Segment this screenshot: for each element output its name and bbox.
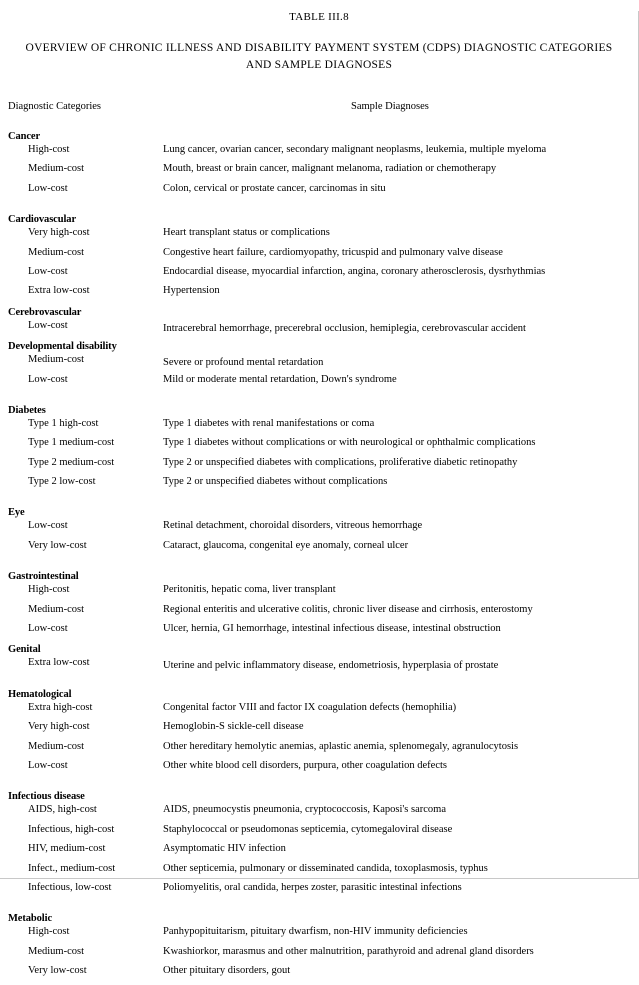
sample-diagnoses-cell: Congenital factor VIII and factor IX coagulation defects (hemophilia) (163, 701, 457, 713)
cost-tier-label: Low-cost (28, 759, 68, 771)
table-row (0, 843, 638, 862)
table-row (0, 520, 638, 539)
cost-tier-label: Extra low-cost (28, 285, 90, 297)
category-group (0, 129, 638, 202)
category-group (0, 789, 638, 901)
sample-diagnoses-cell: Heart transplant status or complications (163, 227, 330, 239)
category-heading: Metabolic (8, 913, 53, 925)
group-spacer (0, 393, 638, 403)
sample-diagnoses-cell: Ulcer, hernia, GI hemorrhage, intestinal infectious disease, intestinal obstruction (163, 623, 501, 635)
sample-diagnoses-cell: Mild or moderate mental retardation, Down's syndrome (163, 373, 397, 385)
group-spacer (0, 677, 638, 687)
cost-tier-label: High-cost (28, 144, 70, 155)
sample-diagnoses-cell: Other white blood cell disorders, purpura, other coagulation defects (163, 759, 447, 771)
cost-tier-label: Medium-cost (28, 246, 84, 258)
column-header-diagnostic-categories: Diagnostic Categories (8, 101, 102, 112)
table-row (0, 824, 638, 843)
sample-diagnoses-cell: Endocardial disease, myocardial infarction, angina, coronary atherosclerosis, dysrhythmias (163, 265, 546, 277)
sample-diagnoses-cell: Peritonitis, hepatic coma, liver transplant (163, 584, 336, 596)
cost-tier-label: Type 1 high-cost (28, 417, 99, 429)
table-row (0, 374, 638, 393)
document-page (0, 11, 639, 977)
category-heading: Infectious disease (8, 791, 85, 803)
sample-diagnoses-cell: Asymptomatic HIV infection (163, 843, 286, 855)
table-row (0, 657, 638, 676)
sample-diagnoses-cell: Type 2 or unspecified diabetes with complications, proliferative diabetic retinopathy (163, 456, 518, 468)
category-heading: Diabetes (8, 404, 46, 416)
sample-diagnoses-cell: AIDS, pneumocystis pneumonia, cryptococcosis, Kaposi's sarcoma (163, 804, 447, 816)
cost-tier-label: AIDS, high-cost (28, 804, 97, 816)
category-group (0, 642, 638, 676)
table-row (0, 418, 638, 437)
cost-tier-label: Low-cost (28, 520, 68, 532)
table-row (0, 266, 638, 285)
category-group (0, 569, 638, 642)
cost-tier-label: Medium-cost (28, 163, 84, 175)
table-row (0, 354, 638, 373)
group-spacer (0, 779, 638, 789)
table-row (0, 457, 638, 476)
category-heading: Cerebrovascular (8, 306, 82, 318)
cost-tier-label: Very low-cost (28, 965, 87, 977)
category-heading: Cancer (8, 131, 41, 142)
table-number: TABLE III.8 (289, 11, 349, 23)
group-spacer (0, 901, 638, 911)
sample-diagnoses-cell: Regional enteritis and ulcerative colitis, chronic liver disease and cirrhosis, enterostomy (163, 603, 533, 615)
table-row (0, 437, 638, 456)
sample-diagnoses-cell: Severe or profound mental retardation (163, 357, 324, 369)
cost-tier-label: Very high-cost (28, 227, 90, 239)
category-group (0, 911, 638, 984)
table-row (0, 760, 638, 779)
cost-tier-label: Low-cost (28, 373, 68, 385)
group-spacer (0, 559, 638, 569)
table-row (0, 285, 638, 304)
category-heading: Eye (8, 507, 25, 519)
sample-diagnoses-cell: Other septicemia, pulmonary or disseminated candida, toxoplasmosis, typhus (163, 862, 488, 874)
table-row (0, 247, 638, 266)
table-row (0, 163, 638, 182)
category-group (0, 339, 638, 393)
category-heading: Hematological (8, 688, 72, 700)
table-row (0, 320, 638, 339)
category-group (0, 305, 638, 339)
table-row (0, 540, 638, 559)
cost-tier-label: HIV, medium-cost (28, 843, 106, 855)
cost-tier-label: Very low-cost (28, 539, 87, 551)
group-spacer (0, 202, 638, 212)
table-row (0, 965, 638, 984)
cost-tier-label: Type 1 medium-cost (28, 437, 115, 449)
cost-tier-label: Medium-cost (28, 740, 84, 752)
table-row (0, 183, 638, 202)
sample-diagnoses-cell: Hemoglobin-S sickle-cell disease (163, 721, 304, 733)
sample-diagnoses-cell: Type 2 or unspecified diabetes without complications (163, 476, 388, 488)
sample-diagnoses-cell: Cataract, glaucoma, congenital eye anomaly, corneal ulcer (163, 539, 409, 551)
table-row (0, 476, 638, 495)
table-row (0, 227, 638, 246)
category-heading: Genital (8, 644, 41, 656)
cost-tier-label: Low-cost (28, 319, 68, 331)
category-heading: Developmental disability (8, 341, 117, 353)
table-row (0, 144, 638, 163)
cost-tier-label: Low-cost (28, 265, 68, 277)
sample-diagnoses-cell: Poliomyelitis, oral candida, herpes zoster, parasitic intestinal infections (163, 881, 462, 893)
cost-tier-label: Medium-cost (28, 603, 84, 615)
table-row (0, 863, 638, 882)
table-row (0, 623, 638, 642)
cost-tier-label: Infect., medium-cost (28, 862, 116, 874)
sample-diagnoses-cell: Type 1 diabetes with renal manifestations or coma (163, 417, 375, 429)
sample-diagnoses-cell: Lung cancer, ovarian cancer, secondary malignant neoplasms, leukemia, multiple myeloma (163, 144, 547, 155)
column-headers (0, 101, 638, 115)
category-heading: Gastrointestinal (8, 571, 79, 583)
cost-tier-label: Type 2 low-cost (28, 476, 96, 488)
cost-tier-label: Low-cost (28, 623, 68, 635)
sample-diagnoses-cell: Kwashiorkor, marasmus and other malnutrition, parathyroid and adrenal gland disorders (163, 945, 534, 957)
sample-diagnoses-cell: Other pituitary disorders, gout (163, 965, 291, 977)
table-row (0, 804, 638, 823)
table-row (0, 604, 638, 623)
category-heading: Cardiovascular (8, 214, 77, 226)
sample-diagnoses-cell: Mouth, breast or brain cancer, malignant melanoma, radiation or chemotherapy (163, 163, 497, 175)
cost-tier-label: Medium-cost (28, 945, 84, 957)
page-title: OVERVIEW OF CHRONIC ILLNESS AND DISABILITY PAYMENT SYSTEM (CDPS) DIAGNOSTIC CATEGORIES AND SAMPLE DIAGNOSES (25, 42, 613, 71)
cost-tier-label: Medium-cost (28, 354, 84, 366)
sample-diagnoses-cell: Retinal detachment, choroidal disorders, vitreous hemorrhage (163, 520, 423, 532)
table-row (0, 584, 638, 603)
cost-tier-label: High-cost (28, 926, 70, 938)
sample-diagnoses-cell: Hypertension (163, 285, 220, 297)
sample-diagnoses-cell: Panhypopituitarism, pituitary dwarfism, non-HIV immunity deficiencies (163, 926, 468, 938)
table-row (0, 741, 638, 760)
table-row (0, 946, 638, 965)
cost-tier-label: Extra low-cost (28, 657, 90, 669)
sample-diagnoses-cell: Colon, cervical or prostate cancer, carcinomas in situ (163, 182, 386, 194)
cost-tier-label: Infectious, high-cost (28, 823, 115, 835)
cost-tier-label: Type 2 medium-cost (28, 456, 115, 468)
sample-diagnoses-cell: Staphylococcal or pseudomonas septicemia, cytomegaloviral disease (163, 823, 453, 835)
sample-diagnoses-cell: Congestive heart failure, cardiomyopathy, tricuspid and pulmonary valve disease (163, 246, 503, 258)
sample-diagnoses-cell: Type 1 diabetes without complications or with neurological or ophthalmic complications (163, 437, 536, 449)
cost-tier-label: Extra high-cost (28, 701, 93, 713)
group-spacer (0, 495, 638, 505)
table-body (0, 129, 638, 985)
sample-diagnoses-cell: Uterine and pelvic inflammatory disease, endometriosis, hyperplasia of prostate (163, 660, 499, 672)
sample-diagnoses-cell: Other hereditary hemolytic anemias, aplastic anemia, splenomegaly, agranulocytosis (163, 740, 519, 752)
category-group (0, 403, 638, 496)
column-header-sample-diagnoses: Sample Diagnoses (351, 101, 429, 112)
table-row (0, 882, 638, 901)
category-group (0, 212, 638, 305)
cost-tier-label: High-cost (28, 584, 70, 596)
category-group (0, 687, 638, 780)
category-group (0, 505, 638, 559)
cost-tier-label: Infectious, low-cost (28, 881, 112, 893)
table-row (0, 926, 638, 945)
cost-tier-label: Very high-cost (28, 721, 90, 733)
table-row (0, 702, 638, 721)
cost-tier-label: Low-cost (28, 182, 68, 194)
table-row (0, 721, 638, 740)
sample-diagnoses-cell: Intracerebral hemorrhage, precerebral occlusion, hemiplegia, cerebrovascular accident (163, 322, 526, 334)
